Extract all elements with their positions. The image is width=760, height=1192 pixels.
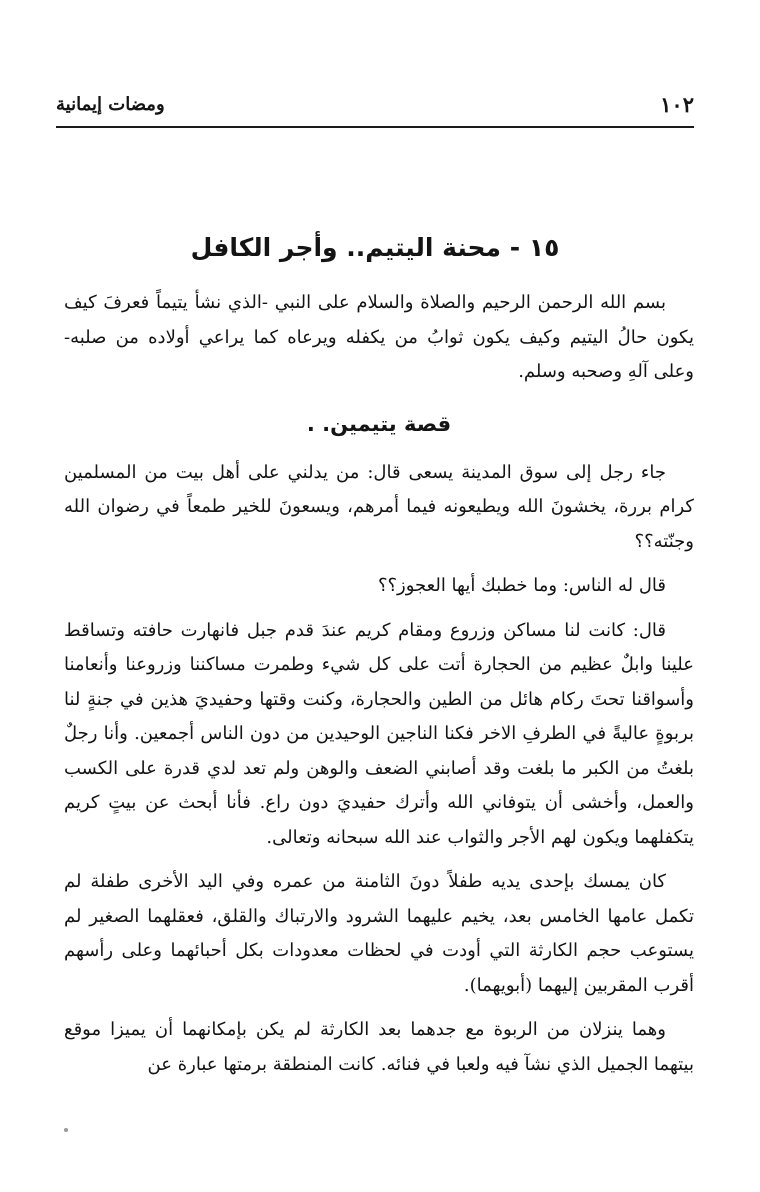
intro-paragraph: بسم الله الرحمن الرحيم والصلاة والسلام على النبي -الذي نشأ يتيماً فعرفَ كيف يكون حالُ اليتيم وكيف يكون ثوابُ من يكفله ويرعاه كما يراعي أولاده من صلبه- وعلى آلهِ وصحبه وسلم. [64,292,694,382]
story-paragraph: وهما ينزلان من الربوة مع جدهما بعد الكارثة لم يكن بإمكانهما أن يميزا موقع بيتهما الجميل الذي نشآ فيه ولعبا في فنائه. كانت المنطقة برمتها عبارة عن [64,1019,694,1075]
story-paragraph: كان يمسك بإحدى يديه طفلاً دونَ الثامنة من عمره وفي اليد الأخرى طفلة لم تكمل عامها الخامس بعد، يخيم عليهما الشرود والارتباك والقلق، فعقلهما الصغير لم يستوعب حجم الكارثة التي أودت في لحظات معدودات بكل أحبائهما وعلى رأسهم أقرب المقربين إليهما (أبويهما). [64,871,694,996]
story-paragraph: قال: كانت لنا مساكن وزروع ومقام كريم عندَ قدم جبل فانهارت حافته وتساقط علينا وابلٌ عظيم من الحجارة أتت على كل شيء وطمرت مساكننا وزروعنا وأنعامنا وأسواقنا تحتَ ركام هائل من الطين والحجارة، وكنت وقتها وحفيديَ هذين في جنةٍ لنا بربوةٍ عاليةً في الطرفِ الاخر فكنا الناجين الوحيدين من دون الناس أجمعين. وأنا رجلٌ بلغتُ من الكبر ما بلغت وقد أصابني الضعف والوهن ولم تعد لدي قدرة على الكسب والعمل، وأخشى أن يتوفاني الله وأترك حفيديَ دون راع. فأنا أبحث عن بيتٍ كريم يتكفلهما ويكون لهم الأجر والثواب عند الله سبحانه وتعالى. [64,619,694,848]
page-number: ١٠٢ [660,92,694,117]
chapter-title: ١٥ - محنة اليتيم.. وأجر الكافل [190,233,560,262]
story-paragraph: قال له الناس: وما خطبك أيها العجوز؟؟ [377,575,666,596]
section-heading: قصة يتيمين. . [306,411,452,436]
header-divider [56,126,694,128]
story-paragraph: جاء رجل إلى سوق المدينة يسعى قال: من يدلني على أهل بيت من المسلمين كرام بررة، يخشونَ الله ويطيعونه فيما أمرهم، ويسعونَ للخير طمعاً في رضوان الله وجنّته؟؟ [64,461,694,552]
scan-speck [64,1128,68,1132]
book-title: ومضات إيمانية [56,94,165,115]
chapter-body [64,286,694,1082]
running-header [56,92,694,118]
